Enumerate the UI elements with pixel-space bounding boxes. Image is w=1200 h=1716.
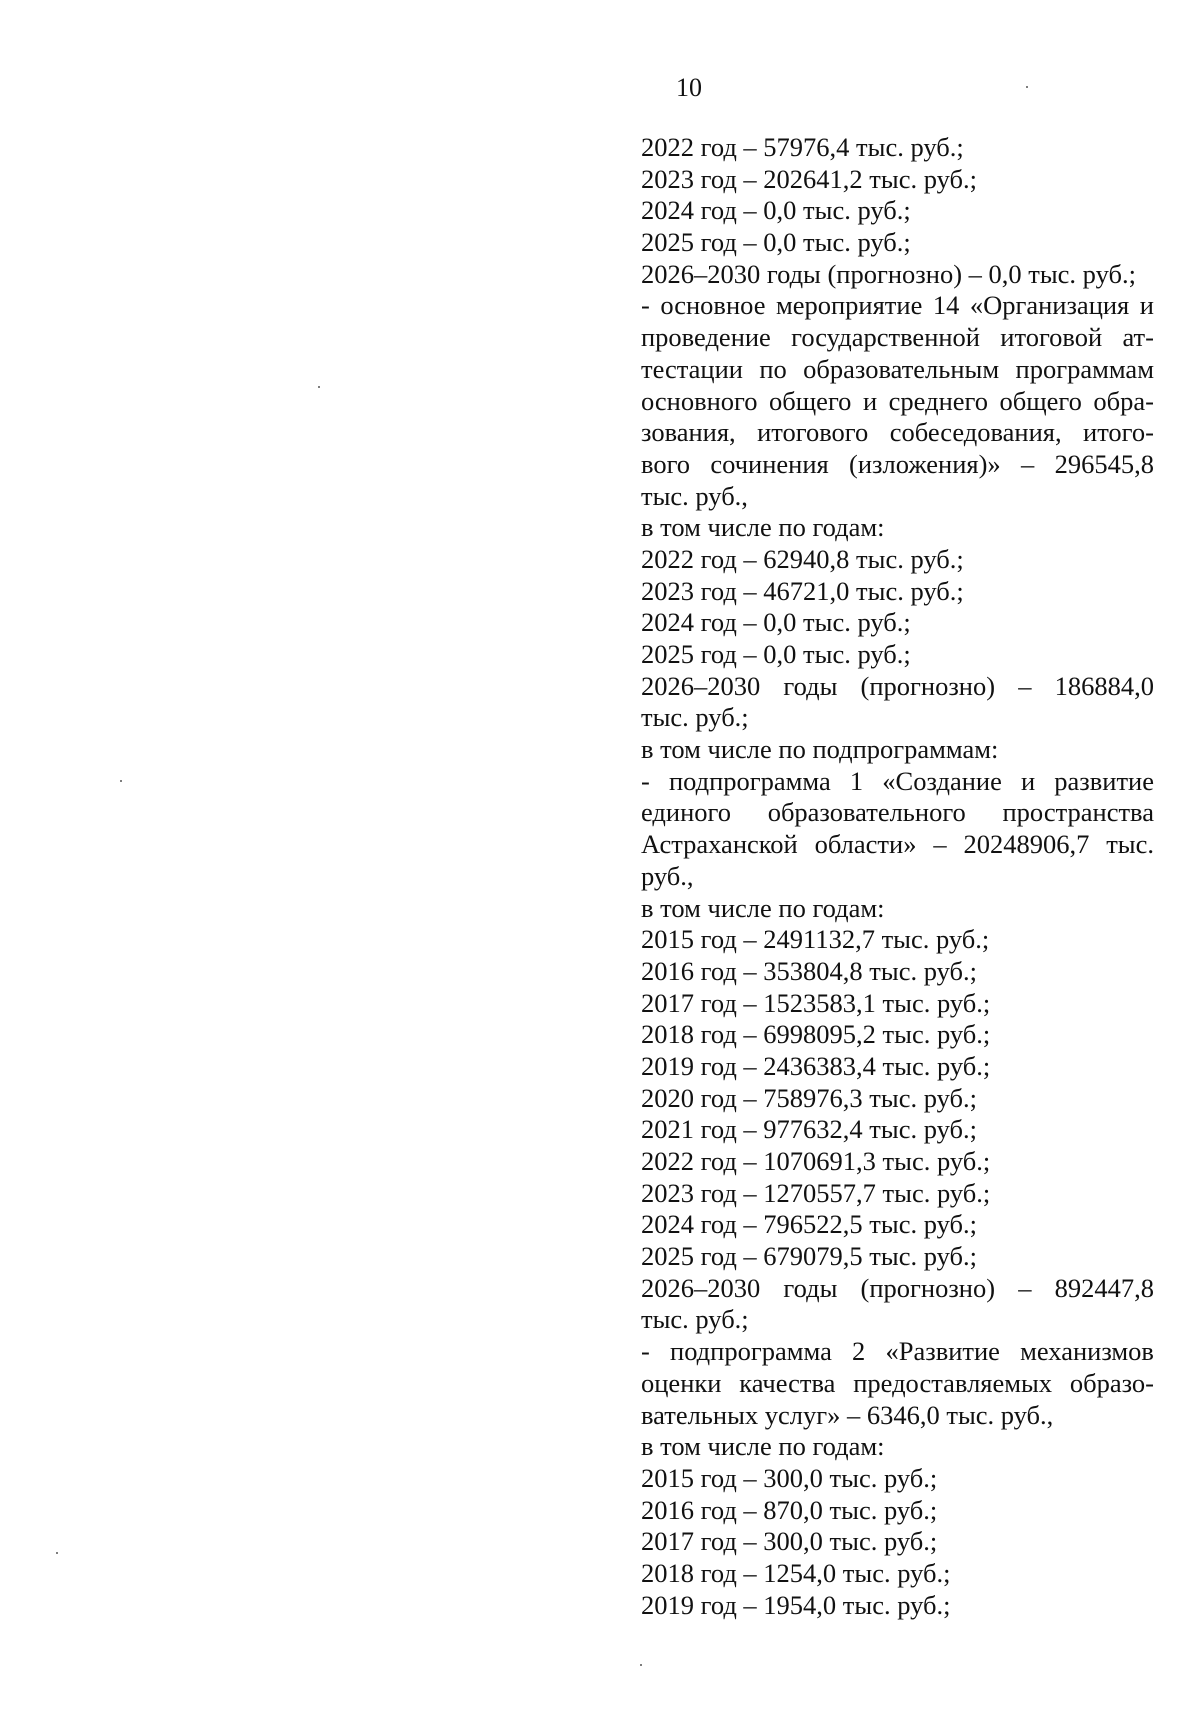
text-line: тыс. руб.; — [641, 1304, 749, 1335]
text-line: 2016 год – 870,0 тыс. руб.; — [641, 1494, 938, 1525]
text-line: тыс. руб.; — [641, 702, 749, 733]
text-line: 2024 год – 796522,5 тыс. руб.; — [641, 1209, 977, 1240]
text-line: Астраханской области» – 20248906,7 тыс. — [641, 829, 1154, 860]
text-line: 2026–2030 годы (прогнозно) – 0,0 тыс. руб.; — [641, 258, 1136, 289]
text-line: 2025 год – 679079,5 тыс. руб.; — [641, 1241, 977, 1272]
text-line: 2020 год – 758976,3 тыс. руб.; — [641, 1082, 977, 1113]
text-line: - основное мероприятие 14 «Организация и — [641, 290, 1154, 321]
text-line: 2022 год – 57976,4 тыс. руб.; — [641, 132, 964, 162]
scan-speck — [1026, 86, 1028, 88]
text-line: 2019 год – 2436383,4 тыс. руб.; — [641, 1050, 991, 1081]
text-line: 2017 год – 1523583,1 тыс. руб.; — [641, 987, 991, 1018]
text-line: 2022 год – 62940,8 тыс. руб.; — [641, 543, 964, 574]
text-line: вательных услуг» – 6346,0 тыс. руб., — [641, 1399, 1054, 1430]
text-line: 2021 год – 977632,4 тыс. руб.; — [641, 1114, 977, 1145]
text-line: 2024 год – 0,0 тыс. руб.; — [641, 195, 911, 226]
text-line: - подпрограмма 1 «Создание и развитие — [641, 765, 1154, 796]
text-line: тыс. руб., — [641, 480, 748, 511]
text-line: 2015 год – 2491132,7 тыс. руб.; — [641, 924, 990, 955]
text-line: зования, итогового собеседования, итого- — [641, 417, 1154, 448]
text-line: 2016 год – 353804,8 тыс. руб.; — [641, 955, 977, 986]
text-line: 2025 год – 0,0 тыс. руб.; — [641, 639, 911, 669]
text-line: 2026–2030 годы (прогнозно) – 892447,8 — [641, 1272, 1154, 1303]
text-line: оценки качества предоставляемых образо- — [641, 1367, 1154, 1398]
text-line: 2026–2030 годы (прогнозно) – 186884,0 — [641, 670, 1154, 701]
text-line: 2015 год – 300,0 тыс. руб.; — [641, 1462, 938, 1493]
text-line: 2019 год – 1954,0 тыс. руб.; — [641, 1589, 951, 1620]
scan-speck — [318, 386, 320, 388]
text-line: в том числе по годам: — [641, 892, 885, 923]
scan-speck — [640, 1664, 642, 1666]
body-text — [641, 132, 1154, 1621]
text-line: 2023 год – 46721,0 тыс. руб.; — [641, 575, 964, 606]
text-line: - подпрограмма 2 «Развитие механизмов — [641, 1336, 1154, 1367]
text-line: 2017 год – 300,0 тыс. руб.; — [641, 1526, 938, 1557]
text-line: в том числе по подпрограммам: — [641, 734, 999, 765]
text-line: проведение государственной итоговой ат- — [641, 322, 1154, 353]
text-line: 2023 год – 1270557,7 тыс. руб.; — [641, 1177, 991, 1208]
text-line: в том числе по годам: — [641, 512, 885, 543]
scan-speck — [56, 1552, 58, 1554]
text-line: 2022 год – 1070691,3 тыс. руб.; — [641, 1146, 991, 1176]
scan-speck — [120, 780, 122, 782]
text-line: 2023 год – 202641,2 тыс. руб.; — [641, 163, 977, 194]
text-line: 2025 год – 0,0 тыс. руб.; — [641, 227, 911, 258]
text-line: основного общего и среднего общего обра- — [641, 385, 1154, 416]
text-line: 2018 год – 6998095,2 тыс. руб.; — [641, 1019, 991, 1050]
text-line: 2024 год – 0,0 тыс. руб.; — [641, 607, 911, 638]
text-line: руб., — [641, 860, 694, 891]
text-line: 2018 год – 1254,0 тыс. руб.; — [641, 1557, 951, 1588]
text-line: вого сочинения (изложения)» – 296545,8 — [641, 448, 1154, 479]
text-line: тестации по образовательным программам — [641, 353, 1154, 384]
text-line: единого образовательного пространства — [641, 797, 1154, 828]
page-number: 10 — [676, 73, 702, 102]
text-line: в том числе по годам: — [641, 1431, 885, 1462]
